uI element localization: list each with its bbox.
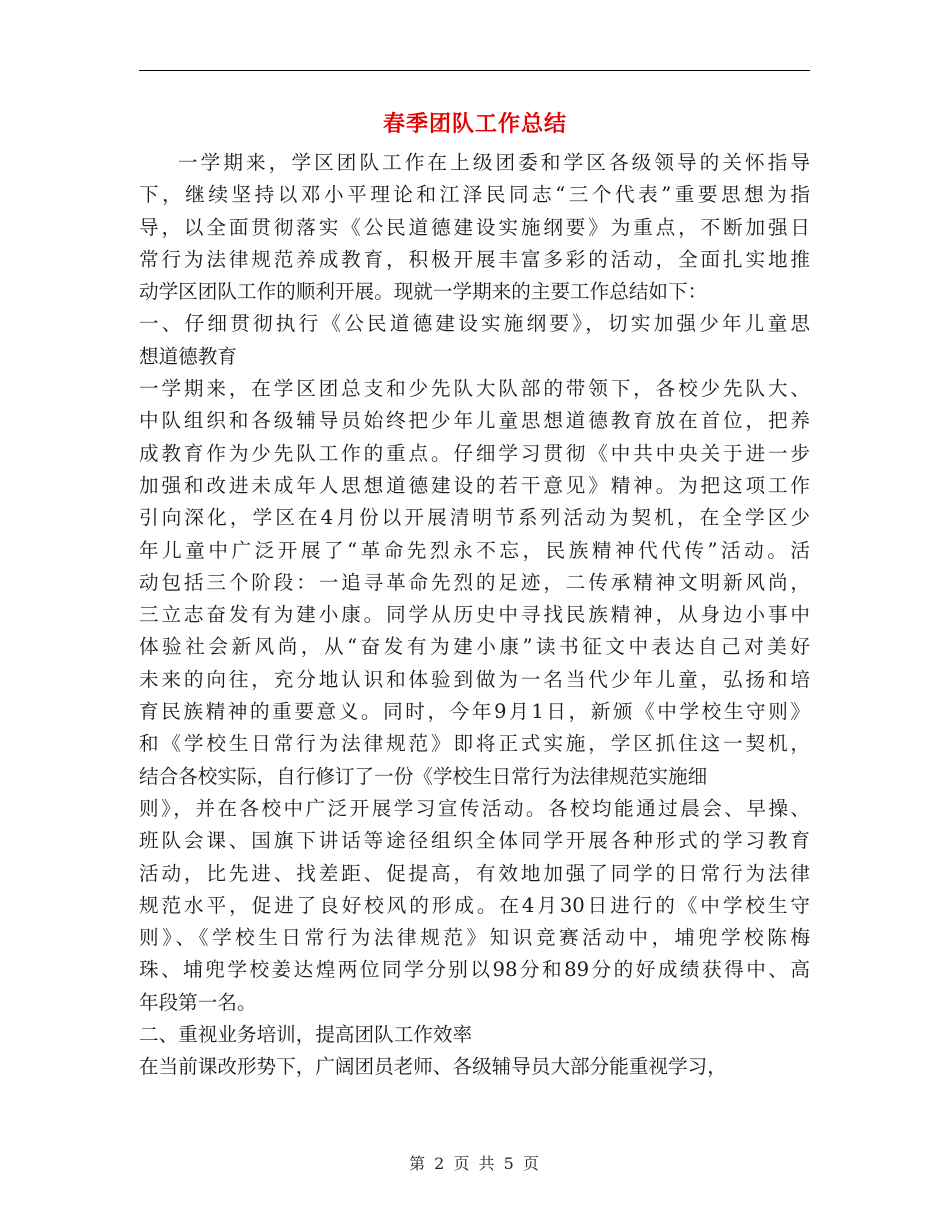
paragraph-line: 加强和改进未成年人思想道德建设的若干意见》精神。为把这项工作 [139,473,810,497]
header-rule [139,70,810,71]
paragraph-line: 育民族精神的重要意义。同时，今年9月1日，新颁《中学校生守则》 [139,700,810,724]
paragraph-line: 珠、埔兜学校姜达煌两位同学分别以98分和89分的好成绩获得中、高 [139,958,810,982]
section-heading-line: 二、重视业务培训，提高团队工作效率 [139,1023,473,1047]
section-heading-line: 一、仔细贯彻执行《公民道德建设实施纲要》，切实加强少年儿童思 [139,312,810,336]
document-title: 春季团队工作总结 [382,112,567,137]
paragraph-line: 活动，比先进、找差距、促提高，有效地加强了同学的日常行为法律 [139,861,810,885]
paragraph-line: 体验社会新风尚，从“奋发有为建小康”读书征文中表达自己对美好 [139,635,810,659]
paragraph-line: 引向深化，学区在4月份以开展清明节系列活动为契机，在全学区少 [139,506,810,530]
paragraph-line: 常行为法律规范养成教育，积极开展丰富多彩的活动，全面扎实地推 [139,247,810,271]
paragraph-line: 一学期来，在学区团总支和少先队大队部的带领下，各校少先队大、 [139,377,810,401]
paragraph-line: 中队组织和各级辅导员始终把少年儿童思想道德教育放在首位，把养 [139,409,810,433]
page-number: 第 2 页 共 5 页 [409,1154,541,1173]
paragraph-line: 则》、《学校生日常行为法律规范》知识竞赛活动中，埔兜学校陈梅 [139,926,810,950]
paragraph-line: 年段第一名。 [139,990,257,1014]
paragraph-line: 未来的向往，充分地认识和体验到做为一名当代少年儿童，弘扬和培 [139,667,810,691]
paragraph-line: 动学区团队工作的顺利开展。现就一学期来的主要工作总结如下： [139,280,708,304]
paragraph-line: 在当前课改形势下，广阔团员老师、各级辅导员大部分能重视学习， [139,1055,727,1079]
paragraph-line: 导，以全面贯彻落实《公民道德建设实施纲要》为重点，不断加强日 [139,215,810,239]
paragraph-line: 班队会课、国旗下讲话等途径组织全体同学开展各种形式的学习教育 [139,829,810,853]
document-body [139,147,810,1084]
paragraph-line: 结合各校实际，自行修订了一份《学校生日常行为法律规范实施细 [139,764,708,788]
section-heading-line: 想道德教育 [139,344,237,368]
paragraph-line: 则》，并在各校中广泛开展学习宣传活动。各校均能通过晨会、早操、 [139,796,810,820]
paragraph-line: 年儿童中广泛开展了“革命先烈永不忘，民族精神代代传”活动。活 [139,538,810,562]
paragraph-line: 动包括三个阶段：一追寻革命先烈的足迹，二传承精神文明新风尚， [139,570,810,594]
paragraph-line: 一学期来，学区团队工作在上级团委和学区各级领导的关怀指导 [178,151,810,174]
paragraph-line: 成教育作为少先队工作的重点。仔细学习贯彻《中共中央关于进一步 [139,441,810,465]
paragraph-line: 三立志奋发有为建小康。同学从历史中寻找民族精神，从身边小事中 [139,603,810,627]
paragraph-line: 和《学校生日常行为法律规范》即将正式实施，学区抓住这一契机， [139,732,810,756]
paragraph-line: 规范水平，促进了良好校风的形成。在4月30日进行的《中学校生守 [139,893,810,917]
paragraph-line: 下，继续坚持以邓小平理论和江泽民同志“三个代表”重要思想为指 [139,183,810,207]
